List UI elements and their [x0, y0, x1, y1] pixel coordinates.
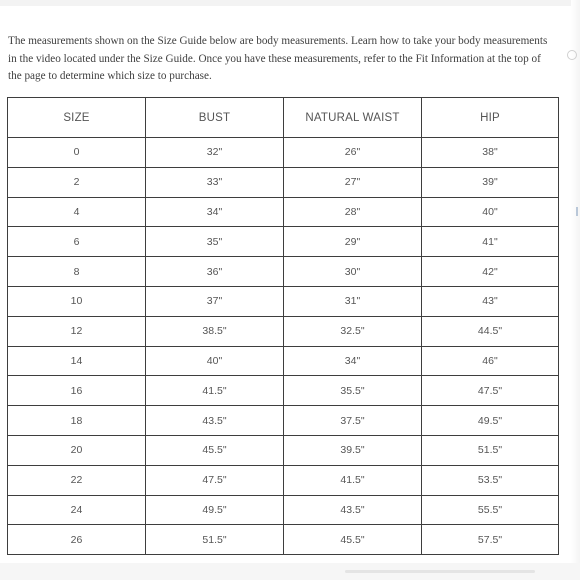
hip-cell: 51.5": [422, 435, 559, 465]
hip-cell: 46": [422, 346, 559, 376]
table-header-row: [8, 98, 559, 138]
hip-cell: 40": [422, 197, 559, 227]
table-row: [8, 346, 559, 376]
bust-cell: 34": [146, 197, 284, 227]
edge-circle-icon: [567, 50, 577, 60]
size-cell: 2: [8, 167, 146, 197]
hip-cell: 38": [422, 138, 559, 168]
header-bust: BUST: [146, 98, 284, 138]
size-cell: 18: [8, 406, 146, 436]
bust-cell: 43.5": [146, 406, 284, 436]
waist-cell: 34": [284, 346, 422, 376]
waist-cell: 29": [284, 227, 422, 257]
table-row: [8, 227, 559, 257]
hip-cell: 43": [422, 286, 559, 316]
table-row: [8, 435, 559, 465]
size-cell: 22: [8, 465, 146, 495]
hip-cell: 44.5": [422, 316, 559, 346]
table-row: [8, 167, 559, 197]
size-cell: 14: [8, 346, 146, 376]
size-cell: 26: [8, 525, 146, 555]
bust-cell: 51.5": [146, 525, 284, 555]
size-cell: 10: [8, 286, 146, 316]
hip-cell: 47.5": [422, 376, 559, 406]
bust-cell: 33": [146, 167, 284, 197]
waist-cell: 32.5": [284, 316, 422, 346]
bust-cell: 37": [146, 286, 284, 316]
top-edge-strip: [0, 0, 580, 6]
right-scroll-edge: [571, 0, 580, 580]
bust-cell: 35": [146, 227, 284, 257]
hip-cell: 41": [422, 227, 559, 257]
bust-cell: 38.5": [146, 316, 284, 346]
table-row: [8, 406, 559, 436]
edge-marker: [576, 207, 578, 216]
size-cell: 8: [8, 257, 146, 287]
waist-cell: 31": [284, 286, 422, 316]
table-row: [8, 376, 559, 406]
bust-cell: 49.5": [146, 495, 284, 525]
bust-cell: 36": [146, 257, 284, 287]
hip-cell: 49.5": [422, 406, 559, 436]
table-row: [8, 465, 559, 495]
table-body: [8, 138, 559, 555]
waist-cell: 45.5": [284, 525, 422, 555]
bottom-handle-bar: [345, 570, 535, 573]
table-row: [8, 257, 559, 287]
table-row: [8, 197, 559, 227]
size-cell: 0: [8, 138, 146, 168]
bust-cell: 47.5": [146, 465, 284, 495]
hip-cell: 55.5": [422, 495, 559, 525]
table-row: [8, 316, 559, 346]
hip-cell: 39": [422, 167, 559, 197]
bust-cell: 32": [146, 138, 284, 168]
size-cell: 20: [8, 435, 146, 465]
bust-cell: 40": [146, 346, 284, 376]
table-row: [8, 525, 559, 555]
header-natural-waist: NATURAL WAIST: [284, 98, 422, 138]
size-cell: 24: [8, 495, 146, 525]
waist-cell: 39.5": [284, 435, 422, 465]
table-row: [8, 495, 559, 525]
header-hip: HIP: [422, 98, 559, 138]
size-cell: 16: [8, 376, 146, 406]
waist-cell: 26": [284, 138, 422, 168]
table-row: [8, 286, 559, 316]
waist-cell: 41.5": [284, 465, 422, 495]
waist-cell: 28": [284, 197, 422, 227]
waist-cell: 27": [284, 167, 422, 197]
waist-cell: 43.5": [284, 495, 422, 525]
size-cell: 6: [8, 227, 146, 257]
table-row: [8, 138, 559, 168]
size-guide-table: [7, 97, 559, 555]
bust-cell: 45.5": [146, 435, 284, 465]
hip-cell: 53.5": [422, 465, 559, 495]
hip-cell: 42": [422, 257, 559, 287]
waist-cell: 35.5": [284, 376, 422, 406]
size-cell: 12: [8, 316, 146, 346]
size-guide-intro: The measurements shown on the Size Guide below are body measurements. Learn how to take your body measurements in the video located under the Size Guide. Once you have these measurements, refer to the Fit Information at the top of the page to determine which size to purchase.: [8, 35, 548, 82]
bust-cell: 41.5": [146, 376, 284, 406]
waist-cell: 37.5": [284, 406, 422, 436]
header-size: SIZE: [8, 98, 146, 138]
waist-cell: 30": [284, 257, 422, 287]
hip-cell: 57.5": [422, 525, 559, 555]
size-cell: 4: [8, 197, 146, 227]
